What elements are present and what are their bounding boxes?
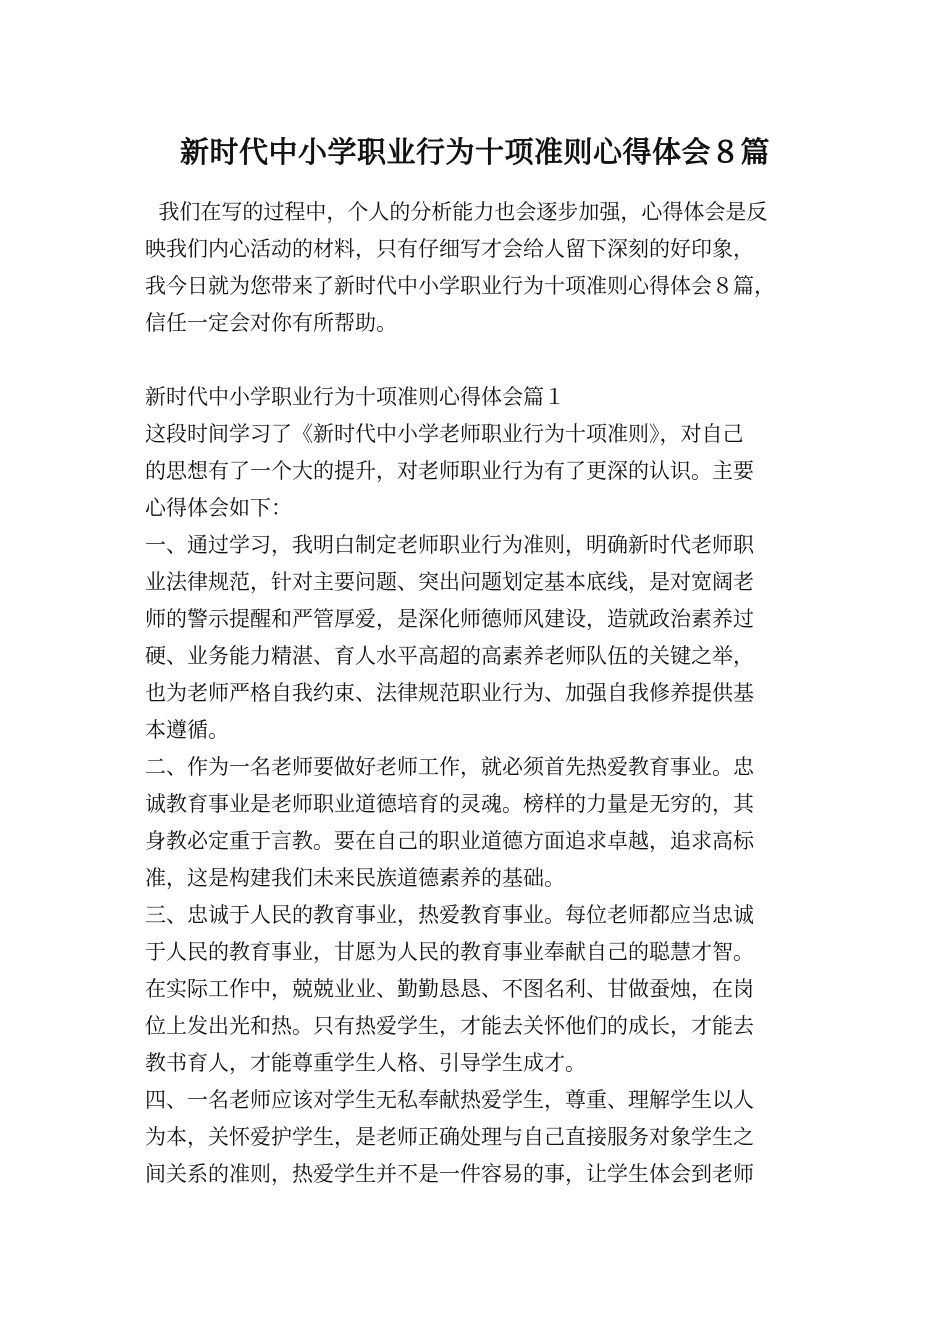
section-1 [145,379,825,1193]
section-line: 三、忠诚于人民的教育事业，热爱教育事业。每位老师都应当忠诚 [145,903,754,927]
section-line: 诚教育事业是老师职业道德培育的灵魂。榜样的力量是无穷的，其 [145,792,754,816]
section-line: 于人民的教育事业，甘愿为人民的教育事业奉献自己的聪慧才智。 [145,940,754,964]
intro-line: 映我们内心活动的材料，只有仔细写才会给人留下深刻的好印象， [145,237,754,261]
section-line: 本遵循。 [145,718,229,742]
section-line: 位上发出光和热。只有热爱学生，才能去关怀他们的成长，才能去 [145,1014,754,1038]
section-line: 二、作为一名老师要做好老师工作，就必须首先热爱教育事业。忠 [145,755,754,779]
section-line: 教书育人，才能尊重学生人格、引导学生成才。 [145,1051,586,1075]
section-line: 这段时间学习了《新时代中小学老师职业行为十项准则》，对自己 [145,422,744,446]
document-title: 新时代中小学职业行为十项准则心得体会８篇 [179,135,770,169]
section-line: 业法律规范，针对主要问题、突出问题划定基本底线，是对宽阔老 [145,570,754,594]
intro-line: 我们在写的过程中，个人的分析能力也会逐步加强，心得体会是反 [145,200,768,224]
intro-line: 我今日就为您带来了新时代中小学职业行为十项准则心得体会８篇， [145,274,775,298]
section-heading: 新时代中小学职业行为十项准则心得体会篇１ [145,385,565,409]
section-line: 身教必定重于言教。要在自己的职业道德方面追求卓越，追求高标 [145,829,754,853]
intro-paragraph [145,194,825,342]
section-line: 间关系的准则，热爱学生并不是一件容易的事，让学生体会到老师 [145,1162,754,1186]
section-line: 在实际工作中，兢兢业业、勤勤恳恳、不图名利、甘做蚕烛，在岗 [145,977,754,1001]
section-line: 准，这是构建我们未来民族道德素养的基础。 [145,866,565,890]
section-line: 也为老师严格自我约束、法律规范职业行为、加强自我修养提供基 [145,681,754,705]
intro-line: 信任一定会对你有所帮助。 [145,311,397,335]
section-line: 的思想有了一个大的提升，对老师职业行为有了更深的认识。主要 [145,459,754,483]
section-line: 硬、业务能力精湛、育人水平高超的高素养老师队伍的关键之举， [145,644,754,668]
section-line: 四、一名老师应该对学生无私奉献热爱学生，尊重、理解学生以人 [145,1088,754,1112]
section-line: 心得体会如下： [145,496,292,520]
section-line: 一、通过学习，我明白制定老师职业行为准则，明确新时代老师职 [145,533,754,557]
section-line: 为本，关怀爱护学生，是老师正确处理与自己直接服务对象学生之 [145,1125,754,1149]
section-line: 师的警示提醒和严管厚爱，是深化师德师风建设，造就政治素养过 [145,607,754,631]
